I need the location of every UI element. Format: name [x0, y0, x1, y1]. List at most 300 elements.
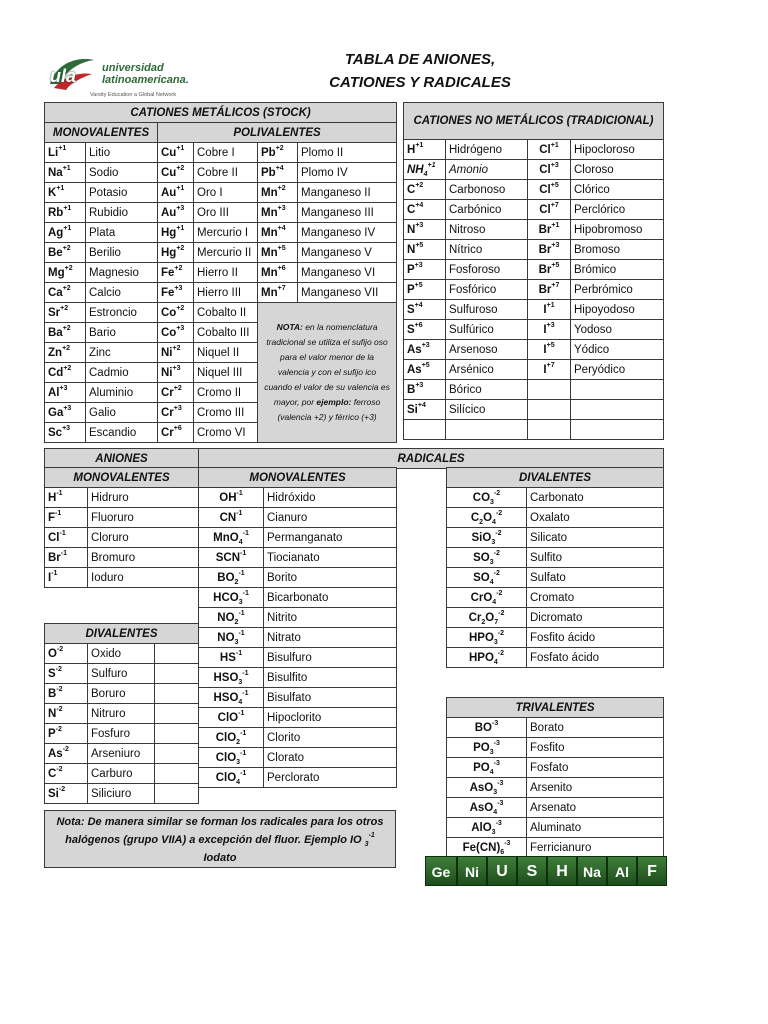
radicales-mono-header: MONOVALENTES	[199, 468, 397, 488]
cationes-metalicos-title: CATIONES METÁLICOS (STOCK)	[45, 103, 397, 123]
table-row	[199, 608, 397, 628]
cm-poli-symbol: $Cr^{+6}$	[158, 423, 194, 443]
radical-mono-formula: $HCO_3^{-1}$	[199, 588, 264, 608]
genius-tile: Ge	[425, 856, 457, 886]
cm-poli-symbol: $Cu^{+2}$	[158, 163, 194, 183]
cm-poli-symbol: $Cr^{+3}$	[158, 403, 194, 423]
cnm-name: Nítrico	[446, 240, 528, 260]
table-row	[45, 223, 397, 243]
cnm-empty	[528, 420, 571, 440]
radical-di-name: Carbonato	[527, 488, 664, 508]
radical-di-formula: CrO$_4^{-2}$	[447, 588, 527, 608]
anion-mono-name: Hidruro	[88, 488, 199, 508]
radical-mono-formula: $NO_3^{-1}$	[199, 628, 264, 648]
cm-mono-symbol: $K^{+1}$	[45, 183, 86, 203]
table-row	[447, 628, 664, 648]
table-row	[447, 718, 664, 738]
radical-di-name: Silicato	[527, 528, 664, 548]
aniones-di-table	[44, 623, 199, 804]
table-row	[45, 744, 199, 764]
table-row	[447, 758, 664, 778]
anion-di-name: Arseniuro	[88, 744, 155, 764]
cnm-name-2: Hipoyodoso	[571, 300, 664, 320]
table-row	[447, 838, 664, 858]
table-row	[199, 648, 397, 668]
cnm-name-2	[571, 380, 664, 400]
cm-mono-name: Potasio	[86, 183, 158, 203]
anion-di-name: Boruro	[88, 684, 155, 704]
aniones-radicales-header	[44, 448, 664, 469]
cm-poli-name: Cobre II	[194, 163, 258, 183]
cm-poli-symbol: $Hg^{+1}$	[158, 223, 194, 243]
radical-tri-name: Arsenato	[527, 798, 664, 818]
cm-mono-symbol: $Ga^{+3}$	[45, 403, 86, 423]
cnm-name-2: Perbrómico	[571, 280, 664, 300]
table-row	[199, 748, 397, 768]
radical-mono-name: Borito	[264, 568, 397, 588]
radicales-title: RADICALES	[199, 449, 664, 469]
cm-poli-name-2: Manganeso V	[298, 243, 397, 263]
cm-poli-symbol: $Hg^{+2}$	[158, 243, 194, 263]
table-row	[45, 548, 199, 568]
cnm-name: Sulfuroso	[446, 300, 528, 320]
anion-di-symbol: $As^{-2}$	[45, 744, 88, 764]
cnm-symbol-2: $Br^{+5}$	[528, 260, 571, 280]
anion-di-symbol: $C^{-2}$	[45, 764, 88, 784]
table-row	[199, 668, 397, 688]
logo-name: ula	[50, 66, 77, 86]
table-row	[447, 548, 664, 568]
cm-mono-header: MONOVALENTES	[45, 123, 158, 143]
cnm-name-2: Yódico	[571, 340, 664, 360]
cm-poli-name-2: Manganeso II	[298, 183, 397, 203]
cm-mono-name: Aluminio	[86, 383, 158, 403]
radical-mono-name: Clorato	[264, 748, 397, 768]
cm-mono-name: Magnesio	[86, 263, 158, 283]
table-row	[404, 360, 664, 380]
cm-poli-symbol: $Co^{+2}$	[158, 303, 194, 323]
anion-di-name: Carburo	[88, 764, 155, 784]
radical-mono-name: Hidróxido	[264, 488, 397, 508]
anion-di-name: Siliciuro	[88, 784, 155, 804]
radical-mono-name: Tiocianato	[264, 548, 397, 568]
cm-poli-symbol: $Ni^{+2}$	[158, 343, 194, 363]
table-row	[45, 764, 199, 784]
cnm-name-2: Bromoso	[571, 240, 664, 260]
genius-tile: S	[517, 856, 547, 886]
cnm-symbol: $B^{+3}$	[404, 380, 446, 400]
cm-poli-name: Cobalto III	[194, 323, 258, 343]
radical-mono-formula: $HSO_4^{-1}$	[199, 688, 264, 708]
table-row	[45, 684, 199, 704]
cm-mono-name: Bario	[86, 323, 158, 343]
radical-di-name: Dicromato	[527, 608, 664, 628]
radical-di-name: Oxalato	[527, 508, 664, 528]
anion-di-empty	[155, 664, 199, 684]
cnm-name: Nitroso	[446, 220, 528, 240]
cnm-symbol-2: $Br^{+3}$	[528, 240, 571, 260]
table-row	[199, 548, 397, 568]
anion-di-symbol: $Si^{-2}$	[45, 784, 88, 804]
anion-di-empty	[155, 644, 199, 664]
anion-mono-symbol: $H^{-1}$	[45, 488, 88, 508]
cnm-symbol: $As^{+3}$	[404, 340, 446, 360]
cm-mono-name: Calcio	[86, 283, 158, 303]
radical-mono-name: Permanganato	[264, 528, 397, 548]
radical-mono-name: Bisulfito	[264, 668, 397, 688]
radical-mono-name: Clorito	[264, 728, 397, 748]
table-row	[45, 243, 397, 263]
radical-tri-formula: AsO$_4^{-3}$	[447, 798, 527, 818]
cm-mono-name: Cadmio	[86, 363, 158, 383]
radical-mono-formula: $SCN^{-1}$	[199, 548, 264, 568]
table-row	[404, 420, 664, 440]
table-row	[199, 708, 397, 728]
cm-poli-symbol-2: $Mn^{+7}$	[258, 283, 298, 303]
cnm-name: Arsenoso	[446, 340, 528, 360]
cnm-name-2	[571, 400, 664, 420]
radical-di-formula: $SO_4^{-2}$	[447, 568, 527, 588]
cnm-name-2: Yodoso	[571, 320, 664, 340]
bottom-note-line2: halógenos (grupo VIIA) a excepción del fluor. Ejemplo IO $_3^{-1}$	[65, 832, 375, 848]
table-row	[199, 568, 397, 588]
table-row	[45, 303, 397, 323]
cm-poli-symbol-2: $Mn^{+2}$	[258, 183, 298, 203]
cm-mono-name: Sodio	[86, 163, 158, 183]
cm-mono-symbol: $Ca^{+2}$	[45, 283, 86, 303]
radicales-mono-table	[198, 467, 397, 788]
cm-mono-symbol: $Cd^{+2}$	[45, 363, 86, 383]
anion-di-empty	[155, 704, 199, 724]
table-row	[199, 728, 397, 748]
cnm-name: Fosforoso	[446, 260, 528, 280]
cnm-name: Silícico	[446, 400, 528, 420]
cnm-symbol-2: $Cl^{+5}$	[528, 180, 571, 200]
cm-poli-symbol-2: $Pb^{+2}$	[258, 143, 298, 163]
table-row	[447, 818, 664, 838]
cnm-name: Sulfúrico	[446, 320, 528, 340]
table-row	[447, 778, 664, 798]
radical-di-formula: SiO$_3^{-2}$	[447, 528, 527, 548]
cnm-symbol-2	[528, 400, 571, 420]
cm-mono-symbol: $Li^{+1}$	[45, 143, 86, 163]
cm-poli-symbol: $Au^{+3}$	[158, 203, 194, 223]
table-row	[45, 203, 397, 223]
table-row	[45, 664, 199, 684]
cnm-symbol: $C^{+4}$	[404, 200, 446, 220]
radicales-tri-table	[446, 697, 664, 858]
cnm-symbol: $NH_4^{+1}$	[404, 160, 446, 180]
cnm-name: Arsénico	[446, 360, 528, 380]
table-row	[404, 260, 664, 280]
radical-mono-name: Bicarbonato	[264, 588, 397, 608]
cnm-name-2: Hipobromoso	[571, 220, 664, 240]
radical-mono-formula: ClO$^{-1}$	[199, 708, 264, 728]
table-row	[447, 588, 664, 608]
radical-mono-formula: $HSO_3^{-1}$	[199, 668, 264, 688]
cnm-name-2: Perclórico	[571, 200, 664, 220]
radical-mono-name: Nitrato	[264, 628, 397, 648]
anion-di-empty	[155, 724, 199, 744]
cationes-no-metalicos-table	[403, 102, 664, 440]
page-title-line1: TABLA DE ANIONES,	[344, 51, 496, 68]
radical-di-formula: $SO_3^{-2}$	[447, 548, 527, 568]
aniones-mono-header: MONOVALENTES	[45, 468, 199, 488]
cnm-empty	[571, 420, 664, 440]
cm-poli-symbol-2: $Mn^{+4}$	[258, 223, 298, 243]
genius-tile: F	[637, 856, 667, 886]
page-title-line2: CATIONES Y RADICALES	[329, 74, 511, 91]
anion-di-empty	[155, 684, 199, 704]
cm-poli-name-2: Manganeso VI	[298, 263, 397, 283]
cm-mono-symbol: $Zn^{+2}$	[45, 343, 86, 363]
anion-di-empty	[155, 764, 199, 784]
aniones-di-header: DIVALENTES	[45, 624, 199, 644]
anion-mono-symbol: $I^{-1}$	[45, 568, 88, 588]
cm-poli-header: POLIVALENTES	[158, 123, 397, 143]
radical-tri-name: Fosfito	[527, 738, 664, 758]
radical-tri-name: Arsenito	[527, 778, 664, 798]
logo-tagline: Varsity Education a Global Network	[90, 92, 177, 98]
table-row	[404, 320, 664, 340]
radical-mono-name: Bisulfuro	[264, 648, 397, 668]
radical-di-name: Fosfato ácido	[527, 648, 664, 668]
anion-di-name: Sulfuro	[88, 664, 155, 684]
cnm-symbol: $N^{+3}$	[404, 220, 446, 240]
cm-mono-symbol: $Sc^{+3}$	[45, 423, 86, 443]
table-row	[45, 724, 199, 744]
cm-poli-name: Oro I	[194, 183, 258, 203]
radical-tri-formula: $PO_3^{-3}$	[447, 738, 527, 758]
table-row	[447, 488, 664, 508]
logo-line1: universidad	[102, 62, 164, 74]
radical-tri-name: Fosfato	[527, 758, 664, 778]
anion-mono-name: Ioduro	[88, 568, 199, 588]
cnm-symbol: $As^{+5}$	[404, 360, 446, 380]
radical-tri-name: Aluminato	[527, 818, 664, 838]
cm-poli-name: Cromo III	[194, 403, 258, 423]
radicales-tri-header: TRIVALENTES	[447, 698, 664, 718]
cm-mono-name: Galio	[86, 403, 158, 423]
radical-di-formula: $CO_3^{-2}$	[447, 488, 527, 508]
cm-poli-symbol: $Ni^{+3}$	[158, 363, 194, 383]
table-row	[404, 160, 664, 180]
cnm-symbol-2: $I^{+3}$	[528, 320, 571, 340]
cnm-name: Bórico	[446, 380, 528, 400]
cnm-symbol-2: $Br^{+1}$	[528, 220, 571, 240]
cm-note: NOTA: en la nomenclatura tradicional se utiliza el sufijo oso para el valor menor de la valencia y con el sufijo ico cuando el valor de su valencia es mayor, por ejemplo: ferroso (valencia +2) y férrico (+3)	[258, 303, 397, 443]
radical-mono-formula: ClO$_4^{-1}$	[199, 768, 264, 788]
radical-mono-name: Perclorato	[264, 768, 397, 788]
anion-di-name: Nitruro	[88, 704, 155, 724]
cm-mono-name: Escandio	[86, 423, 158, 443]
table-row	[45, 143, 397, 163]
radical-tri-name: Borato	[527, 718, 664, 738]
cm-mono-name: Zinc	[86, 343, 158, 363]
cm-poli-symbol-2: $Mn^{+5}$	[258, 243, 298, 263]
bottom-note	[44, 810, 396, 868]
ula-logo	[46, 52, 196, 102]
anion-di-name: Fosfuro	[88, 724, 155, 744]
cnm-name-2: Peryódico	[571, 360, 664, 380]
radical-di-formula: $HPO_4^{-2}$	[447, 648, 527, 668]
cnm-symbol-2: $Cl^{+3}$	[528, 160, 571, 180]
genius-tile: Na	[577, 856, 607, 886]
radical-di-formula: $C_2O_4^{-2}$	[447, 508, 527, 528]
radical-tri-formula: $Fe(CN)_6^{-3}$	[447, 838, 527, 858]
cm-poli-name: Oro III	[194, 203, 258, 223]
table-row	[447, 528, 664, 548]
cm-mono-symbol: $Al^{+3}$	[45, 383, 86, 403]
cm-poli-name: Niquel III	[194, 363, 258, 383]
table-row	[199, 628, 397, 648]
radical-mono-formula: $BO_2^{-1}$	[199, 568, 264, 588]
radicales-di-table	[446, 467, 664, 668]
table-row	[45, 263, 397, 283]
table-row	[45, 784, 199, 804]
cnm-symbol-2: $I^{+7}$	[528, 360, 571, 380]
logo-line2: latinoamericana.	[102, 74, 189, 86]
cm-mono-name: Rubidio	[86, 203, 158, 223]
anion-mono-name: Bromuro	[88, 548, 199, 568]
radical-mono-name: Nitrito	[264, 608, 397, 628]
table-row	[45, 704, 199, 724]
table-row	[447, 798, 664, 818]
cm-poli-symbol-2: $Pb^{+4}$	[258, 163, 298, 183]
radical-mono-formula: $HS^{-1}$	[199, 648, 264, 668]
genius-tile: H	[547, 856, 577, 886]
radical-di-name: Sulfito	[527, 548, 664, 568]
genius-tile: Al	[607, 856, 637, 886]
cnm-symbol: $N^{+5}$	[404, 240, 446, 260]
cm-mono-symbol: $Na^{+1}$	[45, 163, 86, 183]
cnm-symbol-2: $Br^{+7}$	[528, 280, 571, 300]
cnm-symbol: $Si^{+4}$	[404, 400, 446, 420]
cnm-name: Carbonoso	[446, 180, 528, 200]
cm-mono-symbol: $Mg^{+2}$	[45, 263, 86, 283]
cm-poli-name-2: Manganeso III	[298, 203, 397, 223]
cm-poli-name: Cromo VI	[194, 423, 258, 443]
anion-di-symbol: $B^{-2}$	[45, 684, 88, 704]
cm-mono-name: Berilio	[86, 243, 158, 263]
radical-di-formula: $Cr_2O_7^{-2}$	[447, 608, 527, 628]
anion-di-empty	[155, 784, 199, 804]
table-row	[45, 644, 199, 664]
table-row	[404, 180, 664, 200]
table-row	[45, 183, 397, 203]
table-row	[404, 140, 664, 160]
cnm-symbol: $P^{+5}$	[404, 280, 446, 300]
cnm-empty	[446, 420, 528, 440]
cm-poli-symbol: $Cu^{+1}$	[158, 143, 194, 163]
cm-poli-name: Cobalto II	[194, 303, 258, 323]
aniones-title: ANIONES	[45, 449, 199, 469]
cnm-symbol: $H^{+1}$	[404, 140, 446, 160]
cm-poli-name: Niquel II	[194, 343, 258, 363]
cnm-symbol-2: $Cl^{+1}$	[528, 140, 571, 160]
cnm-name: Hidrógeno	[446, 140, 528, 160]
cm-poli-symbol: $Fe^{+3}$	[158, 283, 194, 303]
table-row	[199, 488, 397, 508]
table-row	[404, 380, 664, 400]
cm-mono-symbol: $Ag^{+1}$	[45, 223, 86, 243]
cationes-metalicos-table	[44, 102, 397, 443]
cnm-symbol: $C^{+2}$	[404, 180, 446, 200]
cnm-symbol-2: $Cl^{+7}$	[528, 200, 571, 220]
cnm-symbol: $S^{+4}$	[404, 300, 446, 320]
radical-mono-formula: $CN^{-1}$	[199, 508, 264, 528]
radical-tri-formula: AsO$_3^{-3}$	[447, 778, 527, 798]
cm-poli-symbol-2: $Mn^{+6}$	[258, 263, 298, 283]
cnm-symbol-2: $I^{+5}$	[528, 340, 571, 360]
cm-poli-name-2: Manganeso VII	[298, 283, 397, 303]
cnm-symbol-2	[528, 380, 571, 400]
cm-mono-name: Litio	[86, 143, 158, 163]
radical-mono-name: Bisulfato	[264, 688, 397, 708]
cm-poli-name: Cromo II	[194, 383, 258, 403]
table-row	[45, 163, 397, 183]
cm-poli-name: Hierro II	[194, 263, 258, 283]
table-row	[447, 738, 664, 758]
cnm-symbol-2: $I^{+1}$	[528, 300, 571, 320]
table-row	[404, 400, 664, 420]
cm-mono-name: Estroncio	[86, 303, 158, 323]
aniones-mono-table	[44, 467, 199, 588]
table-row	[45, 488, 199, 508]
table-row	[404, 280, 664, 300]
anion-mono-symbol: $Cl^{-1}$	[45, 528, 88, 548]
cnm-name-2: Cloroso	[571, 160, 664, 180]
radical-tri-formula: $PO_4^{-3}$	[447, 758, 527, 778]
table-row	[199, 768, 397, 788]
cm-poli-symbol-2: $Mn^{+3}$	[258, 203, 298, 223]
cnm-name-2: Brómico	[571, 260, 664, 280]
radical-mono-formula: $OH^{-1}$	[199, 488, 264, 508]
radical-mono-formula: ClO$_3^{-1}$	[199, 748, 264, 768]
radical-tri-formula: AlO$_3^{-3}$	[447, 818, 527, 838]
cm-poli-symbol: $Co^{+3}$	[158, 323, 194, 343]
cm-mono-symbol: $Rb^{+1}$	[45, 203, 86, 223]
radical-di-name: Sulfato	[527, 568, 664, 588]
table-row	[404, 340, 664, 360]
radical-di-formula: $HPO_3^{-2}$	[447, 628, 527, 648]
cnm-empty	[404, 420, 446, 440]
radical-tri-name: Ferricianuro	[527, 838, 664, 858]
table-row	[45, 568, 199, 588]
table-row	[404, 240, 664, 260]
table-row	[199, 528, 397, 548]
table-row	[199, 688, 397, 708]
cm-poli-symbol: $Fe^{+2}$	[158, 263, 194, 283]
cationes-no-metalicos-title: CATIONES NO METÁLICOS (TRADICIONAL)	[404, 103, 664, 140]
cm-poli-name: Mercurio II	[194, 243, 258, 263]
anion-di-symbol: $N^{-2}$	[45, 704, 88, 724]
radical-mono-name: Cianuro	[264, 508, 397, 528]
anion-mono-symbol: $Br^{-1}$	[45, 548, 88, 568]
bottom-note-line1: Nota: De manera similar se forman los radicales para los otros	[56, 816, 384, 828]
radical-mono-formula: $NO_2^{-1}$	[199, 608, 264, 628]
cm-poli-name: Mercurio I	[194, 223, 258, 243]
bottom-note-line3: Iodato	[203, 852, 237, 864]
cm-mono-name: Plata	[86, 223, 158, 243]
anion-mono-name: Cloruro	[88, 528, 199, 548]
radical-mono-formula: MnO$_4^{-1}$	[199, 528, 264, 548]
cnm-name-2: Hipocloroso	[571, 140, 664, 160]
anion-di-symbol: $S^{-2}$	[45, 664, 88, 684]
table-row	[45, 508, 199, 528]
cnm-symbol: $P^{+3}$	[404, 260, 446, 280]
genius-tile: U	[487, 856, 517, 886]
